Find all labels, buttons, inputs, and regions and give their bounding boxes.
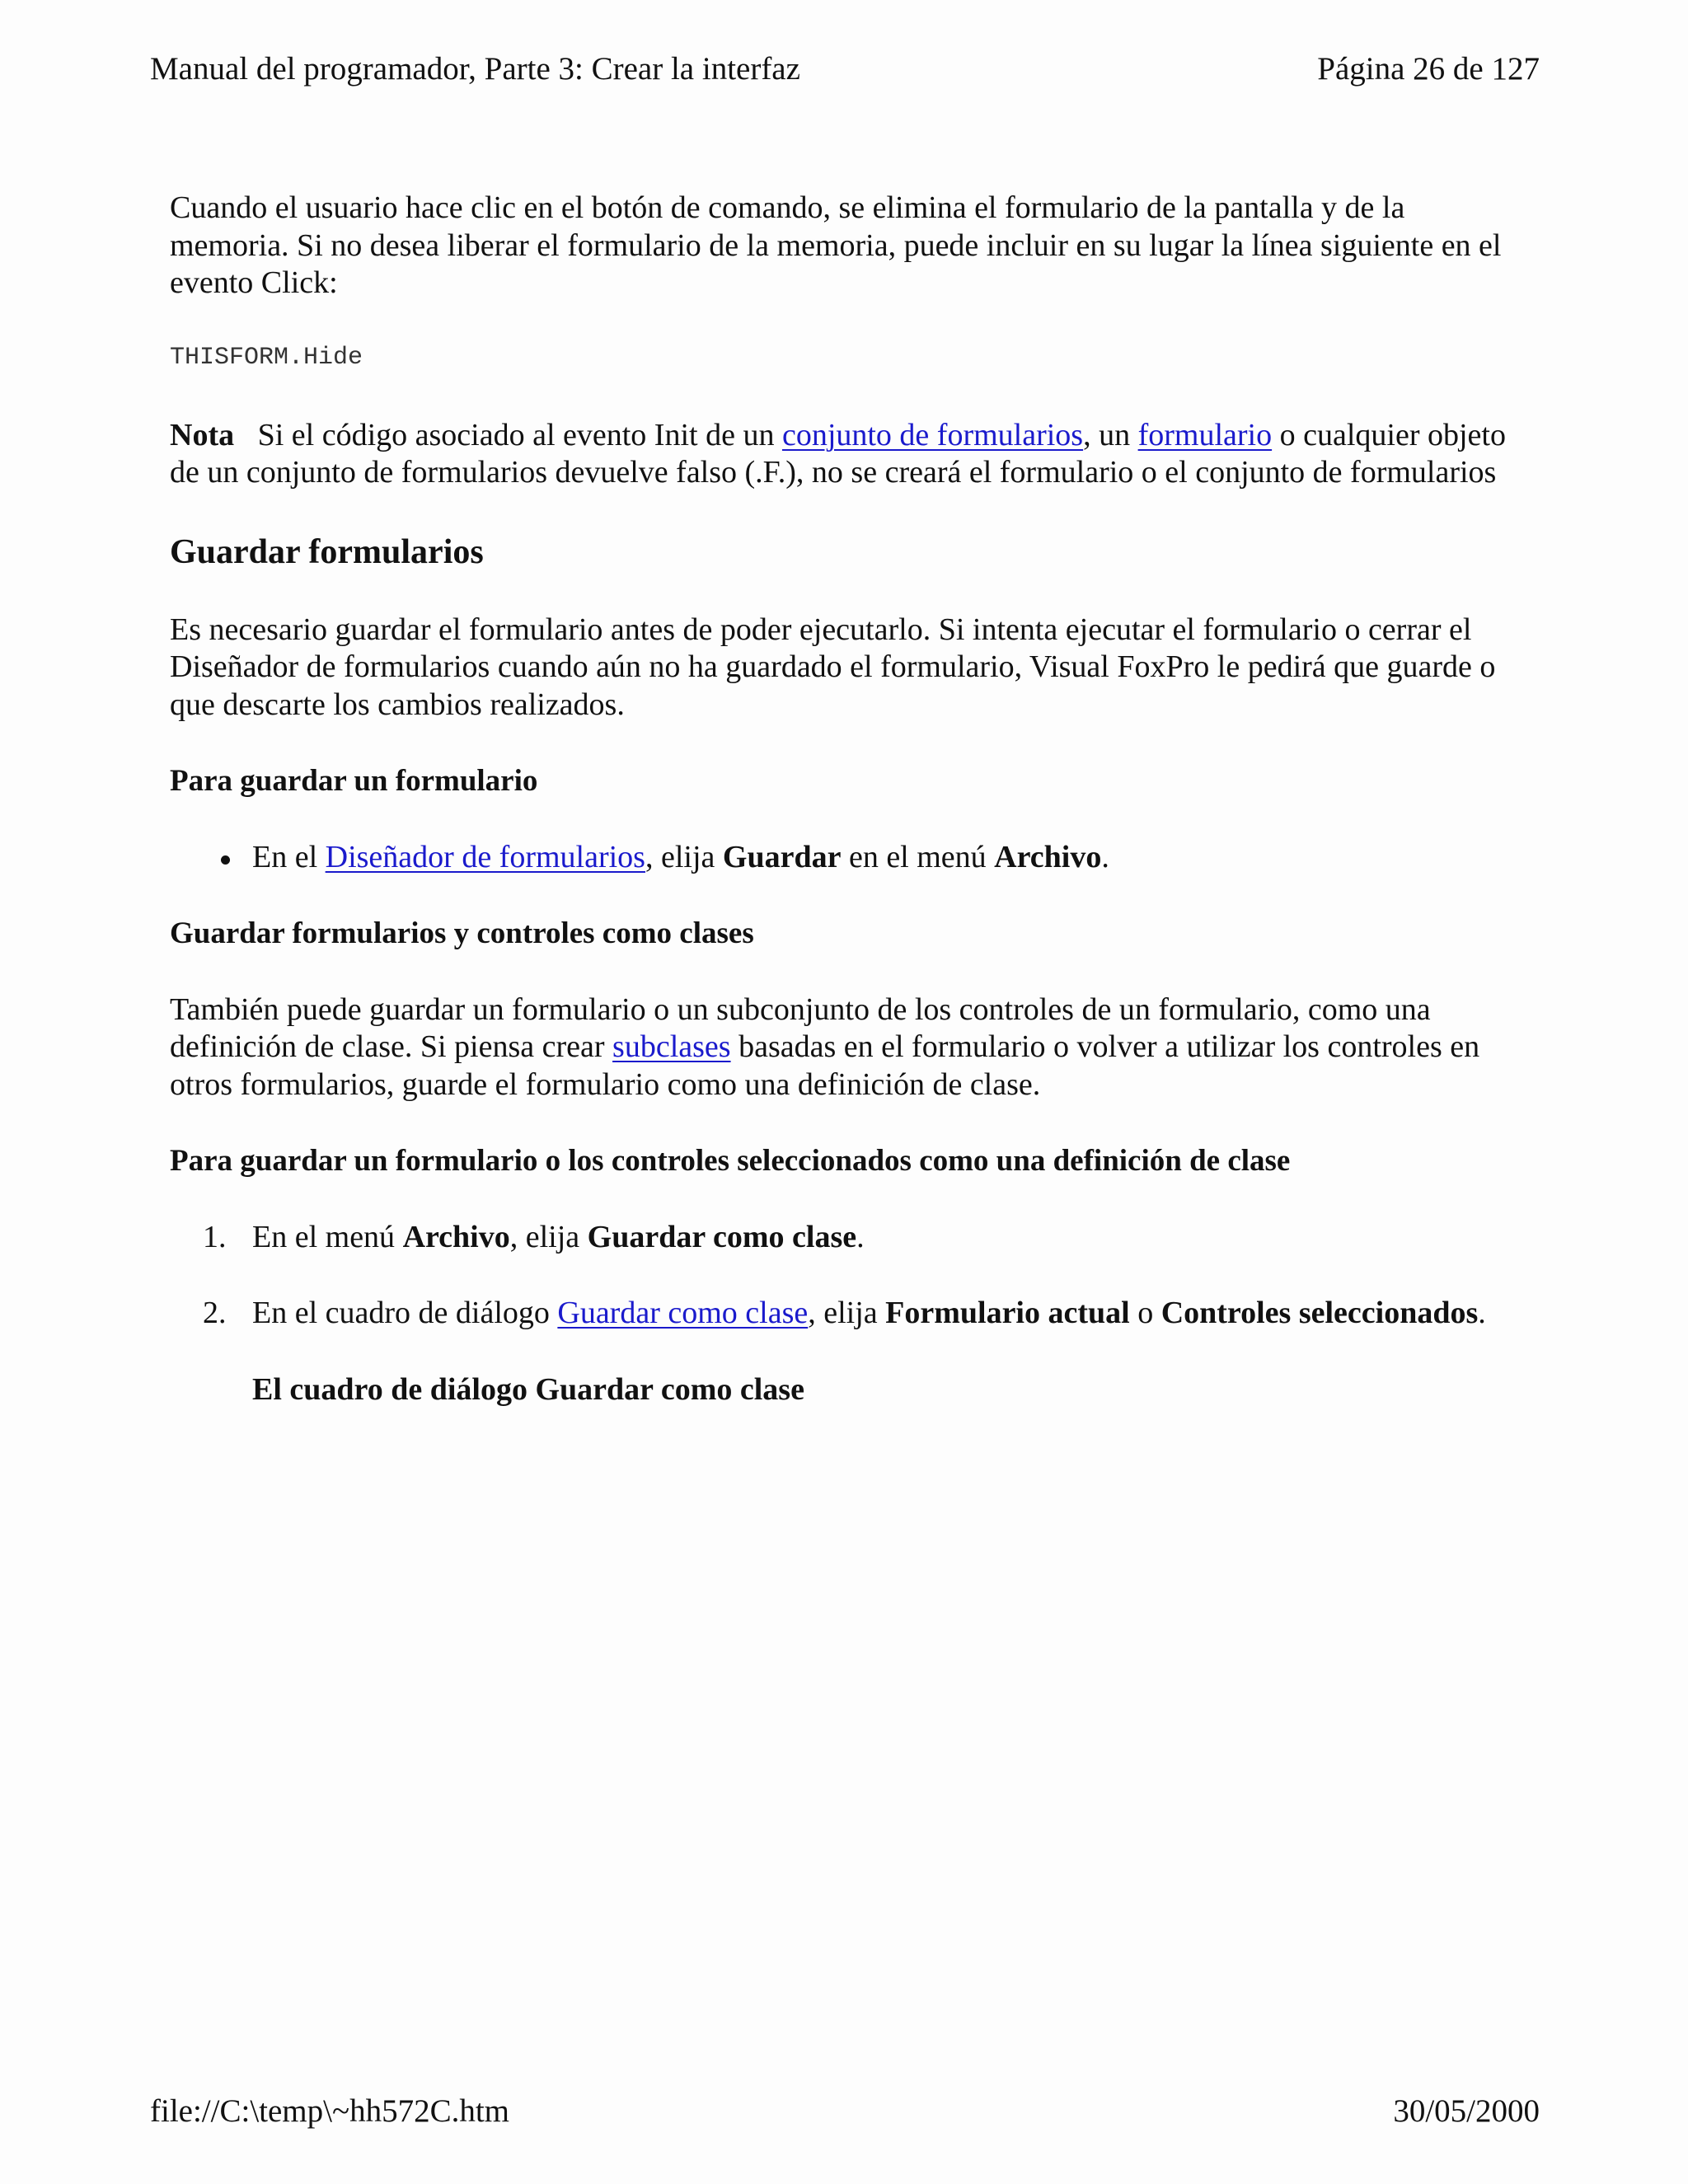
clases-text-1: También puede guardar un formulario o un subconjunto de los controles de un formulario, como una definición de clase. Si piensa crear [170,991,1431,1064]
heading-guardar-formularios: Guardar formularios [170,532,484,571]
bullet-text-1: En el [252,839,318,874]
bullet-bold-archivo: Archivo [994,839,1102,874]
paragraph-guardar: Es necesario guardar el formulario antes de poder ejecutarlo. Si intenta ejecutar el formulario o cerrar el Diseñador de formularios cuando aún no ha guardado el formulario, Visual FoxPro le pedirá que guarde o que descarte los cambios realizados. [170,612,1496,722]
procedure-heading-guardar: Para guardar un formulario [170,764,538,798]
step2-bold-controles: Controles seleccionados [1160,1296,1479,1330]
step-item-2 [170,1295,1522,1333]
step2-text-4: . [1478,1296,1486,1330]
bullet-text-4: . [1101,839,1109,874]
figure-caption: El cuadro de diálogo Guardar como clase [252,1371,804,1407]
note-label: Nota [170,417,235,452]
step1-bold-archivo: Archivo [402,1219,510,1254]
note-text-3: o cualquier objeto de un conjunto de formularios devuelve falso (.F.), no se creará el formulario o el conjunto de formularios [170,417,1506,490]
link-formulario[interactable]: formulario [1137,417,1273,452]
code-snippet: THISFORM.Hide [170,343,363,372]
step2-bold-formulario-actual: Formulario actual [885,1296,1130,1330]
bullet-icon [221,855,230,865]
page-header [150,48,1540,91]
footer-date: 30/05/2000 [1393,2093,1540,2129]
step2-text-2: , elija [808,1296,878,1330]
clases-text-2: basadas en el formulario o volver a utilizar los controles en otros formularios, guarde el formulario como una definición de clase. [170,1029,1480,1102]
note-text-2: , un [1083,417,1131,452]
note-paragraph [170,417,1522,492]
document-body [170,190,1522,1408]
link-conjunto-de-formularios[interactable]: conjunto de formularios [781,417,1084,452]
bullet-text-2: , elija [645,839,715,874]
step1-bold-guardar-como-clase: Guardar como clase [587,1219,857,1254]
step-item-1 [170,1219,1522,1257]
file-path: file://C:\temp\~hh572C.htm [150,2093,510,2129]
step1-text-2: , elija [509,1219,580,1254]
procedure-heading-clase: Para guardar un formulario o los controles seleccionados como una definición de clase [170,1144,1291,1178]
step1-text-1: En el menú [252,1219,396,1254]
bullet-bold-guardar: Guardar [722,839,842,874]
paragraph-clases [170,991,1522,1104]
page-footer [150,2090,1540,2133]
note-text-1: Si el código asociado al evento Init de un [257,417,775,452]
page-number: Página 26 de 127 [1317,51,1540,87]
heading-guardar-clases: Guardar formularios y controles como clases [170,916,754,950]
link-guardar-como-clase[interactable]: Guardar como clase [557,1296,809,1330]
bullet-item-guardar [170,839,1522,877]
step-number-2: 2. [203,1296,227,1330]
step2-text-1: En el cuadro de diálogo [252,1296,550,1330]
document-title: Manual del programador, Parte 3: Crear la interfaz [150,51,800,87]
step1-text-3: . [856,1219,865,1254]
paragraph-intro: Cuando el usuario hace clic en el botón de comando, se elimina el formulario de la pantalla y de la memoria. Si no desea liberar el formulario de la memoria, puede incluir en su lugar la línea siguiente en el evento Click: [170,190,1502,300]
bullet-text-3: en el menú [848,839,987,874]
link-subclases[interactable]: subclases [612,1029,731,1064]
step-number-1: 1. [203,1219,227,1254]
link-disenador-de-formularios[interactable]: Diseñador de formularios [325,839,645,874]
step2-text-3: o [1137,1296,1154,1330]
